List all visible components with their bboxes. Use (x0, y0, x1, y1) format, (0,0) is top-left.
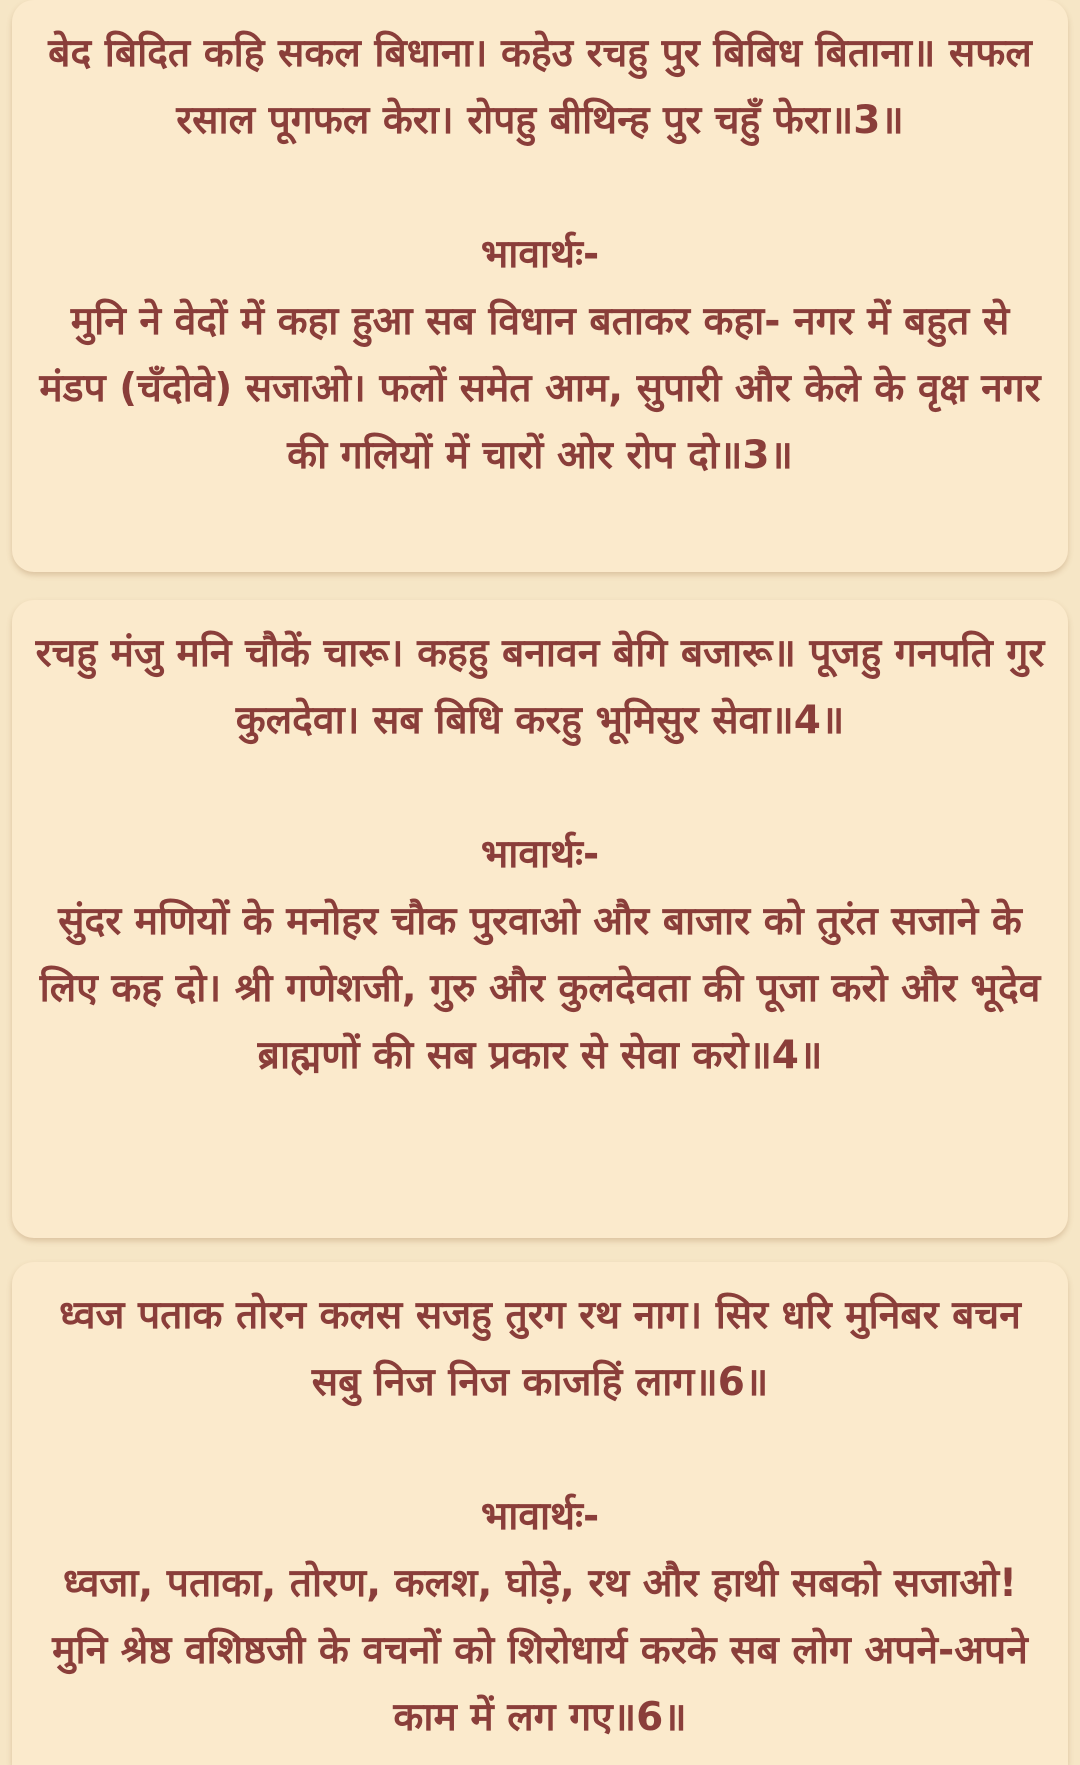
spacer (34, 754, 1046, 821)
meaning-text: सुंदर मणियों के मनोहर चौक पुरवाओ और बाजार को तुरंत सजाने के लिए कह दो। श्री गणेशजी, गुरु और कुलदेवता की पूजा करो और भूदेव ब्राह्मणों की सब प्रकार से सेवा करो॥4॥ (39, 899, 1041, 1078)
meaning-text: मुनि ने वेदों में कहा हुआ सब विधान बताकर कहा- नगर में बहुत से मंडप (चँदोवे) सजाओ। फलों समेत आम, सुपारी और केले के वृक्ष नगर की गलियों में चारों ओर रोप दो॥3॥ (39, 299, 1041, 478)
verse-text: ध्वज पताक तोरन कलस सजहु तुरग रथ नाग। सिर धरि मुनिबर बचन सबु निज निज काजहिं लाग॥6॥ (59, 1293, 1021, 1405)
spacer (34, 154, 1046, 221)
verse-text: बेद बिदित कहि सकल बिधाना। कहेउ रचहु पुर बिबिध बिताना॥ सफल रसाल पूगफल केरा। रोपहु बीथिन्ह पुर चहुँ फेरा॥3॥ (48, 31, 1032, 143)
verse-card (12, 1262, 1068, 1765)
spacer (34, 1416, 1046, 1483)
verse-text: रचहु मंजु मनि चौकें चारू। कहहु बनावन बेगि बजारू॥ पूजहु गनपति गुर कुलदेवा। सब बिधि करहु भूमिसुर सेवा॥4॥ (35, 631, 1045, 743)
verse-card (12, 600, 1068, 1238)
meaning-label: भावार्थः- (480, 232, 600, 277)
meaning-text: ध्वजा, पताका, तोरण, कलश, घोड़े, रथ और हाथी सबको सजाओ! मुनि श्रेष्ठ वशिष्ठजी के वचनों को शिरोधार्य करके सब लोग अपने-अपने काम में लग गए॥6॥ (52, 1561, 1028, 1740)
meaning-label: भावार्थः- (480, 1494, 600, 1539)
meaning-label: भावार्थः- (480, 832, 600, 877)
verse-card (12, 0, 1068, 572)
